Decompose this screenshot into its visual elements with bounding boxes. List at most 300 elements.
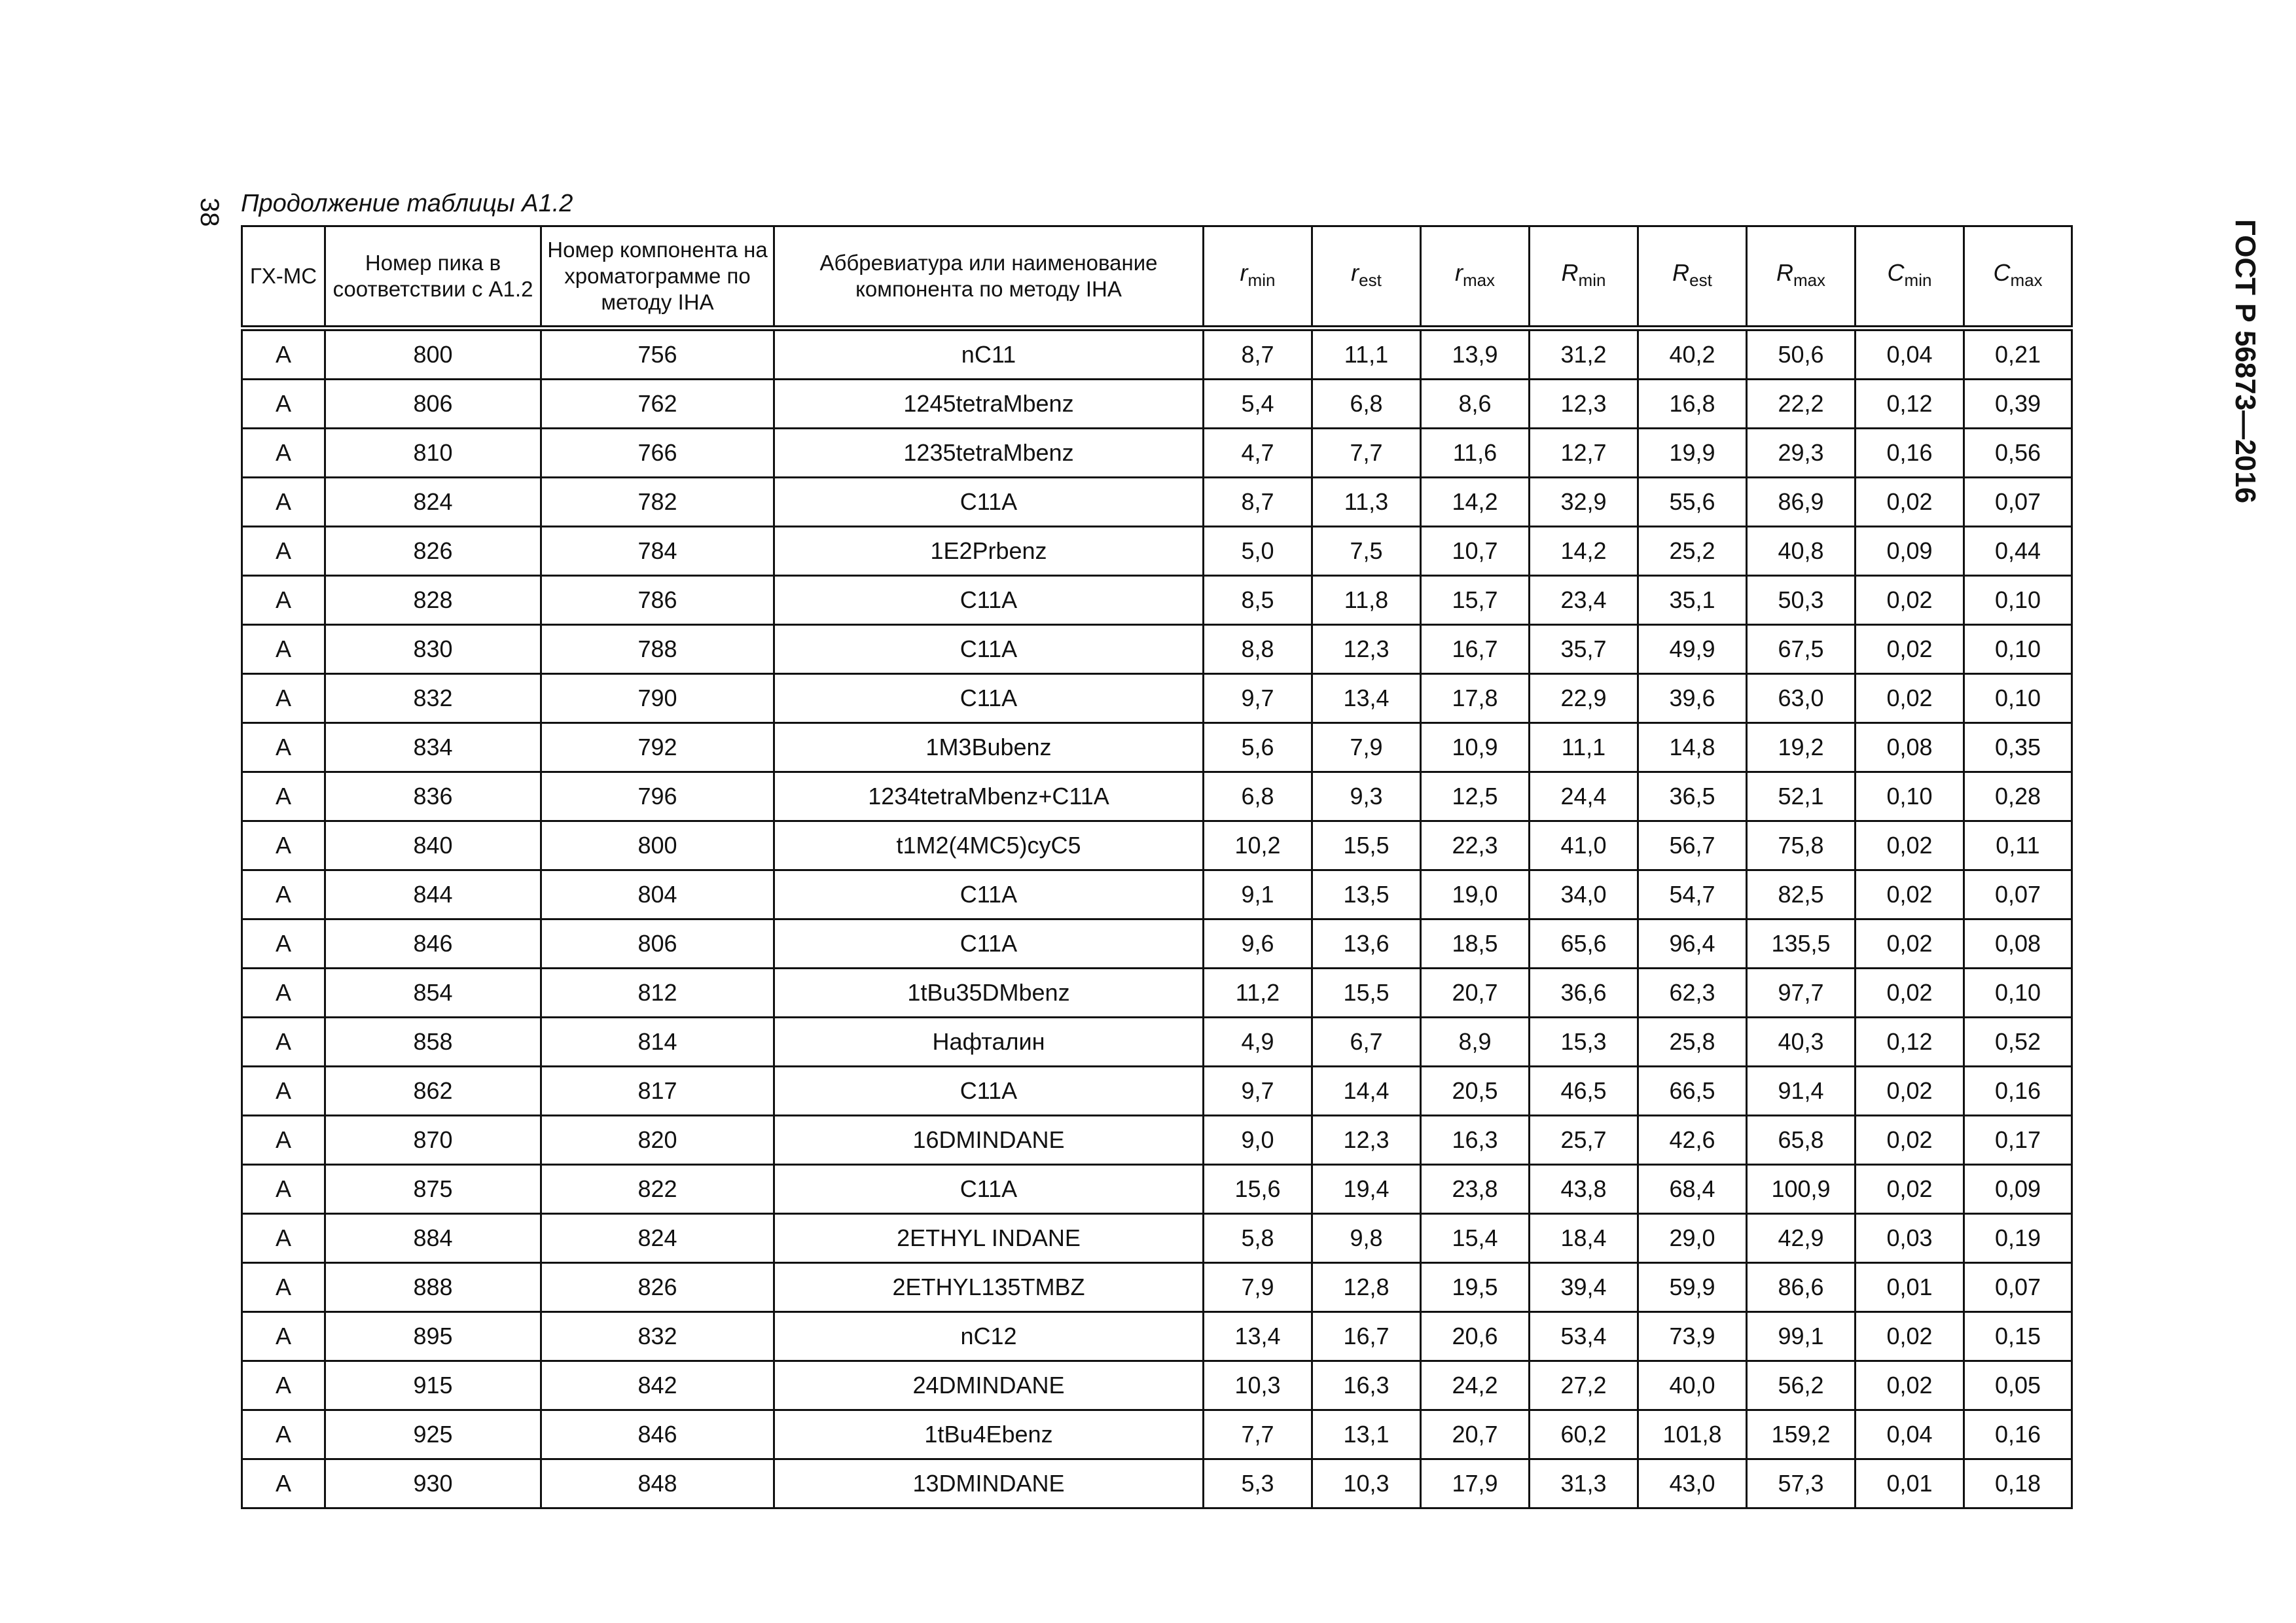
cell-R-max: 99,1	[1747, 1312, 1856, 1361]
cell-r-est: 16,3	[1312, 1361, 1421, 1410]
table-row	[242, 821, 2072, 870]
cell-gcms: A	[242, 1116, 325, 1165]
cell-R-max: 86,6	[1747, 1263, 1856, 1312]
cell-peak-number: 915	[325, 1361, 541, 1410]
cell-component-name: 1tBu35DMbenz	[774, 969, 1204, 1018]
cell-R-est: 42,6	[1638, 1116, 1747, 1165]
page-number: 38	[195, 198, 224, 227]
cell-component-name: 1tBu4Ebenz	[774, 1410, 1204, 1459]
cell-c-min: 0,02	[1856, 870, 1964, 919]
cell-gcms: A	[242, 380, 325, 429]
table-header-row	[242, 226, 2072, 329]
table-row	[242, 969, 2072, 1018]
cell-R-est: 36,5	[1638, 772, 1747, 821]
cell-c-max: 0,15	[1964, 1312, 2072, 1361]
cell-gcms: A	[242, 329, 325, 380]
cell-peak-number: 858	[325, 1018, 541, 1067]
cell-R-max: 91,4	[1747, 1067, 1856, 1116]
cell-r-max: 13,9	[1421, 329, 1530, 380]
cell-c-max: 0,17	[1964, 1116, 2072, 1165]
cell-component-number: 806	[541, 919, 774, 969]
cell-component-name: C11A	[774, 1165, 1204, 1214]
cell-R-min: 32,9	[1530, 478, 1638, 527]
cell-R-est: 55,6	[1638, 478, 1747, 527]
cell-r-min: 8,7	[1204, 478, 1312, 527]
cell-c-min: 0,08	[1856, 723, 1964, 772]
cell-R-min: 25,7	[1530, 1116, 1638, 1165]
cell-r-max: 22,3	[1421, 821, 1530, 870]
cell-gcms: A	[242, 1312, 325, 1361]
cell-c-max: 0,10	[1964, 969, 2072, 1018]
cell-component-name: C11A	[774, 1067, 1204, 1116]
cell-component-name: 2ETHYL135TMBZ	[774, 1263, 1204, 1312]
cell-r-min: 5,3	[1204, 1459, 1312, 1508]
cell-R-est: 25,8	[1638, 1018, 1747, 1067]
cell-r-est: 6,8	[1312, 380, 1421, 429]
cell-c-min: 0,01	[1856, 1263, 1964, 1312]
cell-R-max: 19,2	[1747, 723, 1856, 772]
cell-r-min: 10,3	[1204, 1361, 1312, 1410]
cell-R-est: 96,4	[1638, 919, 1747, 969]
cell-r-min: 9,7	[1204, 674, 1312, 723]
table-row	[242, 380, 2072, 429]
cell-c-max: 0,10	[1964, 674, 2072, 723]
cell-R-min: 23,4	[1530, 576, 1638, 625]
cell-c-max: 0,07	[1964, 870, 2072, 919]
cell-gcms: A	[242, 429, 325, 478]
cell-peak-number: 828	[325, 576, 541, 625]
cell-r-max: 24,2	[1421, 1361, 1530, 1410]
cell-r-max: 17,8	[1421, 674, 1530, 723]
table-row	[242, 1165, 2072, 1214]
cell-r-min: 11,2	[1204, 969, 1312, 1018]
cell-r-est: 9,8	[1312, 1214, 1421, 1263]
cell-R-min: 34,0	[1530, 870, 1638, 919]
cell-R-est: 25,2	[1638, 527, 1747, 576]
cell-R-est: 49,9	[1638, 625, 1747, 674]
cell-R-max: 29,3	[1747, 429, 1856, 478]
cell-R-min: 18,4	[1530, 1214, 1638, 1263]
header-symbol: r	[1240, 259, 1248, 286]
table-body	[242, 329, 2072, 1508]
cell-r-max: 20,7	[1421, 969, 1530, 1018]
cell-r-min: 8,8	[1204, 625, 1312, 674]
cell-R-est: 68,4	[1638, 1165, 1747, 1214]
table-row	[242, 527, 2072, 576]
cell-r-min: 9,6	[1204, 919, 1312, 969]
cell-c-min: 0,04	[1856, 329, 1964, 380]
cell-r-min: 5,4	[1204, 380, 1312, 429]
cell-peak-number: 810	[325, 429, 541, 478]
cell-peak-number: 846	[325, 919, 541, 969]
table-row	[242, 1312, 2072, 1361]
table-row	[242, 429, 2072, 478]
cell-r-max: 23,8	[1421, 1165, 1530, 1214]
cell-c-min: 0,02	[1856, 674, 1964, 723]
table-row	[242, 478, 2072, 527]
cell-r-est: 7,5	[1312, 527, 1421, 576]
table-row	[242, 1018, 2072, 1067]
header-R-est	[1638, 226, 1747, 329]
cell-R-max: 57,3	[1747, 1459, 1856, 1508]
cell-component-name: Нафталин	[774, 1018, 1204, 1067]
cell-c-max: 0,44	[1964, 527, 2072, 576]
table-row	[242, 625, 2072, 674]
cell-R-max: 75,8	[1747, 821, 1856, 870]
cell-r-est: 7,7	[1312, 429, 1421, 478]
cell-peak-number: 830	[325, 625, 541, 674]
cell-R-max: 40,3	[1747, 1018, 1856, 1067]
cell-R-max: 135,5	[1747, 919, 1856, 969]
cell-c-max: 0,21	[1964, 329, 2072, 380]
cell-component-name: 1234tetraMbenz+C11A	[774, 772, 1204, 821]
cell-c-min: 0,02	[1856, 576, 1964, 625]
cell-r-est: 6,7	[1312, 1018, 1421, 1067]
cell-R-max: 40,8	[1747, 527, 1856, 576]
cell-c-min: 0,12	[1856, 380, 1964, 429]
cell-R-est: 73,9	[1638, 1312, 1747, 1361]
cell-peak-number: 840	[325, 821, 541, 870]
cell-component-number: 786	[541, 576, 774, 625]
cell-gcms: A	[242, 625, 325, 674]
table-row	[242, 329, 2072, 380]
cell-gcms: A	[242, 1067, 325, 1116]
cell-c-max: 0,07	[1964, 478, 2072, 527]
cell-c-max: 0,18	[1964, 1459, 2072, 1508]
cell-peak-number: 806	[325, 380, 541, 429]
cell-R-min: 36,6	[1530, 969, 1638, 1018]
header-subscript: max	[1462, 270, 1496, 290]
header-subscript: min	[1247, 270, 1276, 290]
header-symbol: R	[1776, 259, 1793, 286]
cell-component-number: 826	[541, 1263, 774, 1312]
header-c-min	[1856, 226, 1964, 329]
cell-R-est: 56,7	[1638, 821, 1747, 870]
cell-r-max: 17,9	[1421, 1459, 1530, 1508]
table-row	[242, 1410, 2072, 1459]
cell-peak-number: 925	[325, 1410, 541, 1459]
cell-r-min: 8,5	[1204, 576, 1312, 625]
cell-r-min: 9,7	[1204, 1067, 1312, 1116]
cell-r-min: 5,6	[1204, 723, 1312, 772]
cell-R-min: 31,3	[1530, 1459, 1638, 1508]
cell-c-max: 0,28	[1964, 772, 2072, 821]
cell-R-min: 65,6	[1530, 919, 1638, 969]
cell-r-max: 15,7	[1421, 576, 1530, 625]
cell-c-min: 0,02	[1856, 478, 1964, 527]
cell-c-min: 0,09	[1856, 527, 1964, 576]
cell-peak-number: 895	[325, 1312, 541, 1361]
cell-r-max: 8,9	[1421, 1018, 1530, 1067]
cell-R-min: 14,2	[1530, 527, 1638, 576]
cell-r-max: 16,7	[1421, 625, 1530, 674]
cell-peak-number: 930	[325, 1459, 541, 1508]
cell-R-min: 12,3	[1530, 380, 1638, 429]
cell-r-est: 12,8	[1312, 1263, 1421, 1312]
header-subscript: est	[1359, 270, 1382, 290]
cell-R-min: 15,3	[1530, 1018, 1638, 1067]
table-row	[242, 919, 2072, 969]
cell-c-min: 0,12	[1856, 1018, 1964, 1067]
header-subscript: est	[1689, 270, 1712, 290]
header-subscript: min	[1578, 270, 1606, 290]
cell-R-max: 97,7	[1747, 969, 1856, 1018]
standard-code: ГОСТ Р 56873—2016	[2229, 219, 2261, 504]
cell-c-min: 0,01	[1856, 1459, 1964, 1508]
cell-component-name: nC12	[774, 1312, 1204, 1361]
cell-r-min: 6,8	[1204, 772, 1312, 821]
cell-r-est: 12,3	[1312, 1116, 1421, 1165]
header-R-min	[1530, 226, 1638, 329]
cell-c-min: 0,02	[1856, 1312, 1964, 1361]
header-r-max	[1421, 226, 1530, 329]
header-r-min	[1204, 226, 1312, 329]
cell-peak-number: 870	[325, 1116, 541, 1165]
cell-r-min: 13,4	[1204, 1312, 1312, 1361]
table-row	[242, 1361, 2072, 1410]
cell-gcms: A	[242, 870, 325, 919]
cell-c-min: 0,04	[1856, 1410, 1964, 1459]
cell-r-max: 8,6	[1421, 380, 1530, 429]
cell-R-max: 100,9	[1747, 1165, 1856, 1214]
cell-peak-number: 888	[325, 1263, 541, 1312]
table-row	[242, 1116, 2072, 1165]
cell-gcms: A	[242, 576, 325, 625]
cell-r-min: 9,1	[1204, 870, 1312, 919]
cell-r-est: 12,3	[1312, 625, 1421, 674]
cell-r-est: 14,4	[1312, 1067, 1421, 1116]
cell-gcms: A	[242, 674, 325, 723]
cell-component-name: 2ETHYL INDANE	[774, 1214, 1204, 1263]
cell-R-min: 41,0	[1530, 821, 1638, 870]
cell-component-number: 790	[541, 674, 774, 723]
header-symbol: R	[1561, 259, 1579, 286]
cell-component-number: 804	[541, 870, 774, 919]
cell-r-est: 9,3	[1312, 772, 1421, 821]
cell-c-max: 0,09	[1964, 1165, 2072, 1214]
cell-gcms: A	[242, 527, 325, 576]
cell-c-max: 0,19	[1964, 1214, 2072, 1263]
header-symbol: r	[1454, 259, 1463, 286]
cell-c-min: 0,02	[1856, 1067, 1964, 1116]
cell-gcms: A	[242, 772, 325, 821]
cell-R-min: 27,2	[1530, 1361, 1638, 1410]
cell-r-est: 11,8	[1312, 576, 1421, 625]
header-symbol: R	[1672, 259, 1690, 286]
table-row	[242, 723, 2072, 772]
cell-r-max: 15,4	[1421, 1214, 1530, 1263]
cell-R-est: 29,0	[1638, 1214, 1747, 1263]
cell-component-name: 1235tetraMbenz	[774, 429, 1204, 478]
table-row	[242, 674, 2072, 723]
cell-c-max: 0,07	[1964, 1263, 2072, 1312]
table-row	[242, 870, 2072, 919]
header-symbol: C	[1887, 259, 1905, 286]
cell-R-est: 35,1	[1638, 576, 1747, 625]
cell-R-max: 67,5	[1747, 625, 1856, 674]
cell-gcms: A	[242, 1361, 325, 1410]
cell-R-est: 59,9	[1638, 1263, 1747, 1312]
cell-R-max: 82,5	[1747, 870, 1856, 919]
cell-r-est: 11,1	[1312, 329, 1421, 380]
cell-component-number: 814	[541, 1018, 774, 1067]
cell-r-max: 19,0	[1421, 870, 1530, 919]
cell-R-max: 50,6	[1747, 329, 1856, 380]
cell-r-max: 10,9	[1421, 723, 1530, 772]
cell-gcms: A	[242, 723, 325, 772]
cell-component-name: nC11	[774, 329, 1204, 380]
cell-r-min: 7,7	[1204, 1410, 1312, 1459]
cell-R-max: 159,2	[1747, 1410, 1856, 1459]
cell-r-est: 15,5	[1312, 821, 1421, 870]
cell-c-max: 0,35	[1964, 723, 2072, 772]
cell-r-est: 13,6	[1312, 919, 1421, 969]
cell-peak-number: 834	[325, 723, 541, 772]
table-caption: Продолжение таблицы А1.2	[241, 190, 573, 217]
cell-peak-number: 884	[325, 1214, 541, 1263]
cell-gcms: A	[242, 919, 325, 969]
table-row	[242, 1214, 2072, 1263]
cell-R-est: 43,0	[1638, 1459, 1747, 1508]
cell-component-number: 792	[541, 723, 774, 772]
cell-gcms: A	[242, 1410, 325, 1459]
cell-R-min: 35,7	[1530, 625, 1638, 674]
cell-component-number: 822	[541, 1165, 774, 1214]
cell-r-max: 10,7	[1421, 527, 1530, 576]
cell-r-est: 11,3	[1312, 478, 1421, 527]
cell-component-name: C11A	[774, 576, 1204, 625]
cell-c-min: 0,02	[1856, 821, 1964, 870]
cell-component-number: 817	[541, 1067, 774, 1116]
cell-R-min: 22,9	[1530, 674, 1638, 723]
cell-R-max: 56,2	[1747, 1361, 1856, 1410]
data-table	[241, 225, 2073, 1509]
cell-R-est: 40,0	[1638, 1361, 1747, 1410]
cell-component-number: 812	[541, 969, 774, 1018]
cell-component-name: C11A	[774, 625, 1204, 674]
cell-gcms: A	[242, 1459, 325, 1508]
cell-R-est: 101,8	[1638, 1410, 1747, 1459]
table-row	[242, 772, 2072, 821]
cell-R-max: 42,9	[1747, 1214, 1856, 1263]
cell-r-max: 20,6	[1421, 1312, 1530, 1361]
cell-component-number: 800	[541, 821, 774, 870]
cell-component-name: 1E2Prbenz	[774, 527, 1204, 576]
cell-peak-number: 844	[325, 870, 541, 919]
cell-c-max: 0,39	[1964, 380, 2072, 429]
cell-c-min: 0,02	[1856, 1165, 1964, 1214]
cell-component-number: 824	[541, 1214, 774, 1263]
cell-R-est: 39,6	[1638, 674, 1747, 723]
cell-R-min: 46,5	[1530, 1067, 1638, 1116]
cell-R-est: 40,2	[1638, 329, 1747, 380]
cell-R-max: 86,9	[1747, 478, 1856, 527]
cell-component-name: C11A	[774, 870, 1204, 919]
cell-r-max: 14,2	[1421, 478, 1530, 527]
cell-R-min: 11,1	[1530, 723, 1638, 772]
cell-peak-number: 824	[325, 478, 541, 527]
cell-c-max: 0,10	[1964, 625, 2072, 674]
cell-c-min: 0,16	[1856, 429, 1964, 478]
table-row	[242, 576, 2072, 625]
cell-component-number: 784	[541, 527, 774, 576]
cell-component-name: 1245tetraMbenz	[774, 380, 1204, 429]
cell-c-max: 0,10	[1964, 576, 2072, 625]
cell-R-est: 62,3	[1638, 969, 1747, 1018]
cell-peak-number: 836	[325, 772, 541, 821]
cell-r-max: 16,3	[1421, 1116, 1530, 1165]
cell-c-min: 0,02	[1856, 1361, 1964, 1410]
header-symbol: r	[1351, 259, 1359, 286]
header-r-est	[1312, 226, 1421, 329]
cell-c-max: 0,52	[1964, 1018, 2072, 1067]
cell-c-min: 0,02	[1856, 969, 1964, 1018]
header-subscript: max	[2010, 270, 2043, 290]
header-subscript: min	[1904, 270, 1932, 290]
cell-gcms: A	[242, 969, 325, 1018]
cell-gcms: A	[242, 1214, 325, 1263]
cell-component-name: 16DMINDANE	[774, 1116, 1204, 1165]
table-row	[242, 1459, 2072, 1508]
cell-r-min: 4,7	[1204, 429, 1312, 478]
cell-c-min: 0,02	[1856, 625, 1964, 674]
cell-component-number: 848	[541, 1459, 774, 1508]
cell-c-max: 0,16	[1964, 1410, 2072, 1459]
header-subscript: max	[1793, 270, 1826, 290]
cell-component-name: 13DMINDANE	[774, 1459, 1204, 1508]
cell-peak-number: 826	[325, 527, 541, 576]
cell-R-est: 66,5	[1638, 1067, 1747, 1116]
cell-gcms: A	[242, 1018, 325, 1067]
cell-c-min: 0,02	[1856, 919, 1964, 969]
cell-component-number: 820	[541, 1116, 774, 1165]
cell-R-max: 65,8	[1747, 1116, 1856, 1165]
cell-R-max: 22,2	[1747, 380, 1856, 429]
header-peak-number: Номер пика в соответствии с А1.2	[325, 226, 541, 329]
cell-component-name: C11A	[774, 674, 1204, 723]
cell-R-max: 63,0	[1747, 674, 1856, 723]
cell-component-name: C11A	[774, 919, 1204, 969]
cell-component-number: 842	[541, 1361, 774, 1410]
cell-R-max: 50,3	[1747, 576, 1856, 625]
cell-c-min: 0,03	[1856, 1214, 1964, 1263]
cell-R-est: 14,8	[1638, 723, 1747, 772]
cell-R-min: 24,4	[1530, 772, 1638, 821]
cell-R-min: 31,2	[1530, 329, 1638, 380]
cell-R-est: 54,7	[1638, 870, 1747, 919]
cell-gcms: A	[242, 478, 325, 527]
cell-R-min: 12,7	[1530, 429, 1638, 478]
header-c-max	[1964, 226, 2072, 329]
cell-r-max: 20,7	[1421, 1410, 1530, 1459]
cell-r-min: 4,9	[1204, 1018, 1312, 1067]
cell-r-min: 7,9	[1204, 1263, 1312, 1312]
cell-R-min: 60,2	[1530, 1410, 1638, 1459]
cell-component-number: 756	[541, 329, 774, 380]
cell-component-number: 766	[541, 429, 774, 478]
cell-r-est: 19,4	[1312, 1165, 1421, 1214]
cell-component-number: 762	[541, 380, 774, 429]
cell-R-est: 19,9	[1638, 429, 1747, 478]
cell-component-number: 788	[541, 625, 774, 674]
cell-c-min: 0,02	[1856, 1116, 1964, 1165]
cell-r-min: 10,2	[1204, 821, 1312, 870]
cell-component-name: 1M3Bubenz	[774, 723, 1204, 772]
cell-r-max: 11,6	[1421, 429, 1530, 478]
cell-r-min: 9,0	[1204, 1116, 1312, 1165]
cell-c-max: 0,05	[1964, 1361, 2072, 1410]
cell-r-min: 8,7	[1204, 329, 1312, 380]
